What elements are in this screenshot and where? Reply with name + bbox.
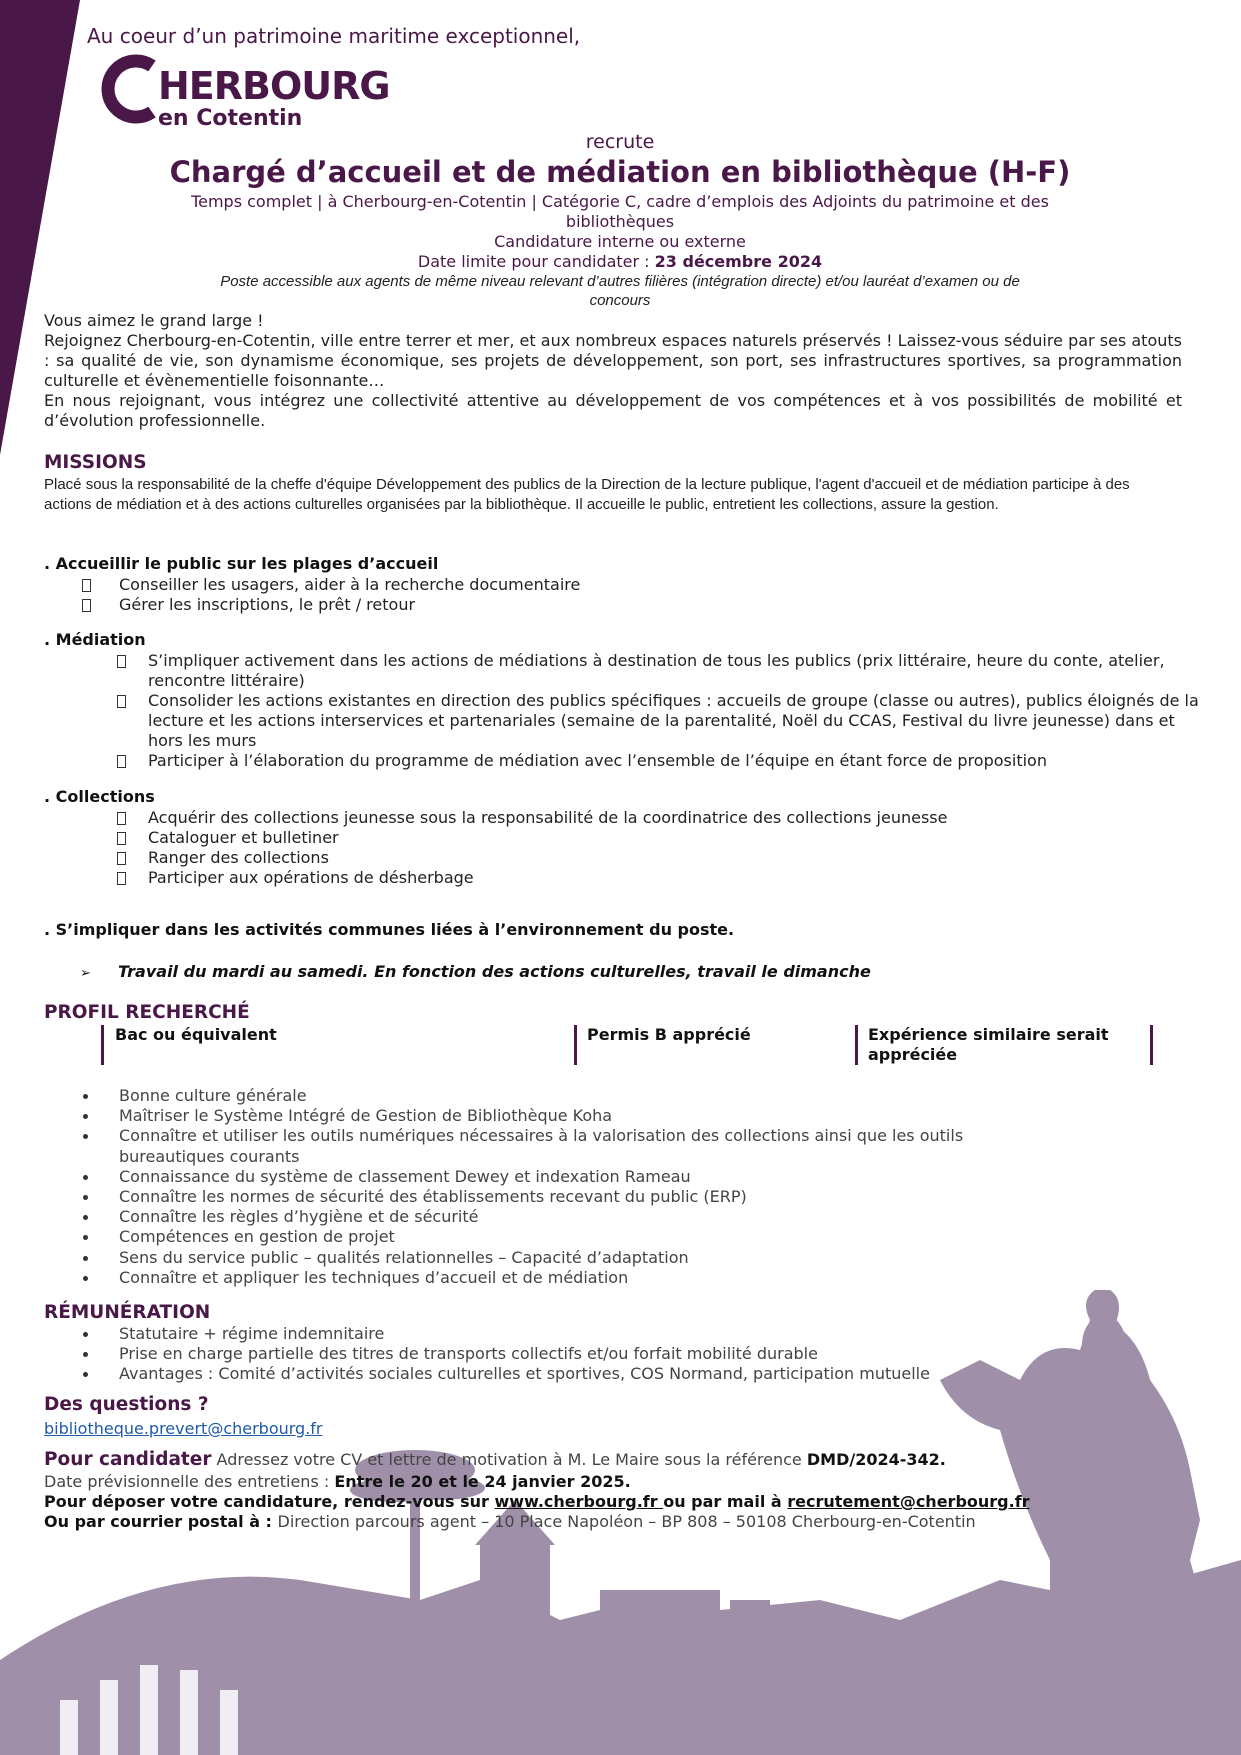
bullet-icon	[83, 1256, 88, 1261]
website-link[interactable]: www.cherbourg.fr	[494, 1492, 664, 1511]
list-item-text: Participer à l’élaboration du programme de médiation avec l’ensemble de l’équipe en étant force de proposition	[148, 751, 1047, 770]
job-title: Chargé d’accueil et de médiation en bibliothèque (H-F)	[169, 155, 1071, 189]
list-item	[44, 1248, 1044, 1268]
divider	[855, 1025, 858, 1065]
list-item	[44, 1086, 1044, 1106]
arrow-bullet-icon: ➢	[80, 966, 91, 981]
work-schedule-text: Travail du mardi au samedi. En fonction des actions culturelles, travail le dimanche	[118, 962, 871, 981]
bullet-icon	[83, 1195, 88, 1200]
list-item	[44, 1207, 1044, 1227]
mediation-list	[44, 651, 1199, 771]
list-item-text: Conseiller les usagers, aider à la recherche documentaire	[119, 575, 581, 594]
postal-label: Ou par courrier postal à :	[44, 1512, 278, 1531]
list-item	[44, 1364, 1094, 1384]
apply-title: Pour candidater	[44, 1449, 212, 1470]
profil-title: PROFIL RECHERCHÉ	[44, 1002, 250, 1023]
city-logo	[100, 54, 390, 134]
divider	[101, 1025, 104, 1065]
list-item-text: Sens du service public – qualités relationnelles – Capacité d’adaptation	[119, 1247, 689, 1267]
intro-paragraph-1: Rejoignez Cherbourg-en-Cotentin, ville entre terrer et mer, et aux nombreux espaces naturels préservés ! Laissez-vous séduire par ses atouts : sa qualité de vie, son dynamisme économique, ses projets de développement, son port, ses infrastructures sportives, sa programmation culturelle et évènementielle foisonnante…	[44, 331, 1182, 390]
requirement-experience: Expérience similaire serait appréciée	[868, 1025, 1109, 1064]
divider	[574, 1025, 577, 1065]
apply-line	[44, 1450, 946, 1470]
list-item-text: Ranger des collections	[148, 848, 329, 867]
missions-description: Placé sous la responsabilité de la cheffe d'équipe Développement des publics de la Direction de la lecture publique, l'agent d'accueil et de médiation participe à des actions de médiation et à des actions culturelles organisées par la bibliothèque. Il accueille le public, entretient les collections, assure la gestion.	[44, 476, 1130, 513]
checkbox-bullet-icon	[117, 695, 126, 708]
list-item-text: Participer aux opérations de désherbage	[148, 868, 474, 887]
skills-list	[44, 1086, 1044, 1288]
bullet-icon	[83, 1175, 88, 1180]
list-item-text: Cataloguer et bulletiner	[148, 828, 339, 847]
list-item-text: Acquérir des collections jeunesse sous la responsabilité de la coordinatrice des collections jeunesse	[148, 808, 948, 827]
interview-label: Date prévisionnelle des entretiens :	[44, 1472, 335, 1491]
list-item	[44, 651, 1199, 691]
checkbox-bullet-icon	[117, 832, 126, 845]
questions-email-link[interactable]: bibliotheque.prevert@cherbourg.fr	[44, 1419, 323, 1438]
questions-title: Des questions ?	[44, 1394, 209, 1415]
remuneration-list	[44, 1324, 1094, 1385]
list-item	[44, 1126, 1044, 1166]
commun-title: . S’impliquer dans les activités communes liées à l’environnement du poste.	[44, 920, 735, 939]
bullet-icon	[83, 1276, 88, 1281]
list-item-text: Connaître et utiliser les outils numériques nécessaires à la valorisation des collections ainsi que les outils bureautiques courants	[119, 1126, 964, 1166]
list-item-text: Avantages : Comité d’activités sociales culturelles et sportives, COS Normand, participation mutuelle	[119, 1364, 930, 1384]
questions-email-wrap	[44, 1419, 323, 1438]
collections-list	[44, 808, 1194, 888]
checkbox-bullet-icon	[82, 599, 91, 612]
list-item	[44, 808, 1194, 828]
logo-subtitle: en Cotentin	[158, 106, 303, 131]
list-item-text: Connaître les normes de sécurité des établissements recevant du public (ERP)	[119, 1187, 747, 1207]
mail-label: ou par mail à	[663, 1492, 788, 1511]
mediation-title: . Médiation	[44, 630, 146, 649]
list-item	[44, 1167, 1044, 1187]
checkbox-bullet-icon	[117, 812, 126, 825]
deadline	[160, 252, 1080, 272]
accueil-title: . Accueillir le public sur les plages d’accueil	[44, 554, 439, 573]
logo-wordmark: HERBOURG	[158, 64, 390, 108]
bullet-icon	[83, 1332, 88, 1337]
bullet-icon	[83, 1352, 88, 1357]
list-item	[44, 751, 1199, 771]
recruitment-email-link[interactable]: recrutement@cherbourg.fr	[787, 1492, 1030, 1511]
access-note-line2: concours	[589, 292, 651, 309]
checkbox-bullet-icon	[117, 872, 126, 885]
list-item-text: Connaître les règles d’hygiène et de sécurité	[119, 1207, 479, 1227]
list-item	[44, 848, 1194, 868]
bullet-icon	[83, 1215, 88, 1220]
list-item-text: S’impliquer activement dans les actions de médiations à destination de tous les publics (prix littéraire, heure du conte, atelier, rencontre littéraire)	[148, 651, 1165, 690]
access-note-line1: Poste accessible aux agents de même niveau relevant d’autres filières (intégration directe) et/ou lauréat d’examen ou de	[220, 273, 1020, 290]
list-item	[44, 1324, 1094, 1344]
apply-reference: DMD/2024-342.	[806, 1450, 946, 1469]
list-item	[44, 575, 1194, 595]
remuneration-title: RÉMUNÉRATION	[44, 1302, 211, 1323]
collections-title: . Collections	[44, 787, 155, 806]
deadline-value: 23 décembre 2024	[654, 252, 823, 271]
intro-paragraph-2: En nous rejoignant, vous intégrez une collectivité attentive au développement de vos compétences et à vos possibilités de mobilité et d’évolution professionnelle.	[44, 391, 1182, 430]
apply-text: Adressez votre CV et lettre de motivation à M. Le Maire sous la référence	[211, 1450, 807, 1469]
deposit-label: Pour déposer votre candidature, rendez-vous sur	[44, 1492, 495, 1511]
candidature-type: Candidature interne ou externe	[494, 232, 746, 251]
list-item	[44, 691, 1199, 751]
list-item	[44, 1227, 1044, 1247]
recrute-label: recrute	[585, 131, 655, 153]
list-item-text: Connaissance du système de classement Dewey et indexation Rameau	[119, 1166, 691, 1186]
list-item-text: Compétences en gestion de projet	[119, 1227, 395, 1247]
intro-line: Vous aimez le grand large !	[44, 311, 264, 330]
list-item	[44, 1268, 1044, 1288]
list-item-text: Maîtriser le Système Intégré de Gestion de Bibliothèque Koha	[119, 1106, 613, 1126]
list-item-text: Consolider les actions existantes en direction des publics spécifiques : accueils de groupe (classe ou autres), publics éloignés de la lecture et les actions interservices et partenariales (semaine de la parentalité, Noël du CCAS, Festival du livre jeunesse) dans et hors les murs	[148, 691, 1199, 750]
bullet-icon	[83, 1134, 88, 1139]
requirement-license: Permis B apprécié	[587, 1025, 751, 1044]
postal-address: Direction parcours agent – 10 Place Napoléon – BP 808 – 50108 Cherbourg-en-Cotentin	[277, 1512, 976, 1531]
bullet-icon	[83, 1114, 88, 1119]
missions-title: MISSIONS	[44, 452, 147, 473]
divider	[1150, 1025, 1153, 1065]
bullet-icon	[83, 1235, 88, 1240]
checkbox-bullet-icon	[117, 755, 126, 768]
interview-line	[44, 1472, 631, 1492]
checkbox-bullet-icon	[117, 655, 126, 668]
list-item-text: Statutaire + régime indemnitaire	[119, 1324, 385, 1343]
interview-dates: Entre le 20 et le 24 janvier 2025.	[334, 1472, 631, 1491]
deadline-label: Date limite pour candidater :	[417, 252, 655, 271]
list-item-text: Gérer les inscriptions, le prêt / retour	[119, 595, 416, 614]
job-subtitle-line1: Temps complet | à Cherbourg-en-Cotentin | Catégorie C, cadre d’emplois des Adjoints du patrimoine et des	[191, 192, 1049, 211]
requirement-diploma: Bac ou équivalent	[115, 1025, 277, 1044]
list-item-text: Bonne culture générale	[119, 1086, 307, 1105]
bullet-icon	[83, 1372, 88, 1377]
checkbox-bullet-icon	[82, 579, 91, 592]
list-item	[44, 595, 1194, 615]
list-item	[44, 828, 1194, 848]
list-item-text: Connaître et appliquer les techniques d’accueil et de médiation	[119, 1267, 629, 1287]
job-subtitle-line2: bibliothèques	[565, 212, 675, 231]
list-item-text: Prise en charge partielle des titres de transports collectifs et/ou forfait mobilité durable	[119, 1344, 818, 1364]
work-schedule-note	[80, 962, 871, 981]
checkbox-bullet-icon	[117, 852, 126, 865]
deposit-line	[44, 1492, 1030, 1512]
tagline: Au coeur d’un patrimoine maritime exceptionnel,	[87, 24, 581, 48]
list-item	[44, 868, 1194, 888]
postal-line	[44, 1512, 976, 1532]
list-item	[44, 1344, 1094, 1364]
accueil-list	[44, 575, 1194, 615]
list-item	[44, 1106, 1044, 1126]
list-item	[44, 1187, 1044, 1207]
bullet-icon	[83, 1094, 88, 1099]
